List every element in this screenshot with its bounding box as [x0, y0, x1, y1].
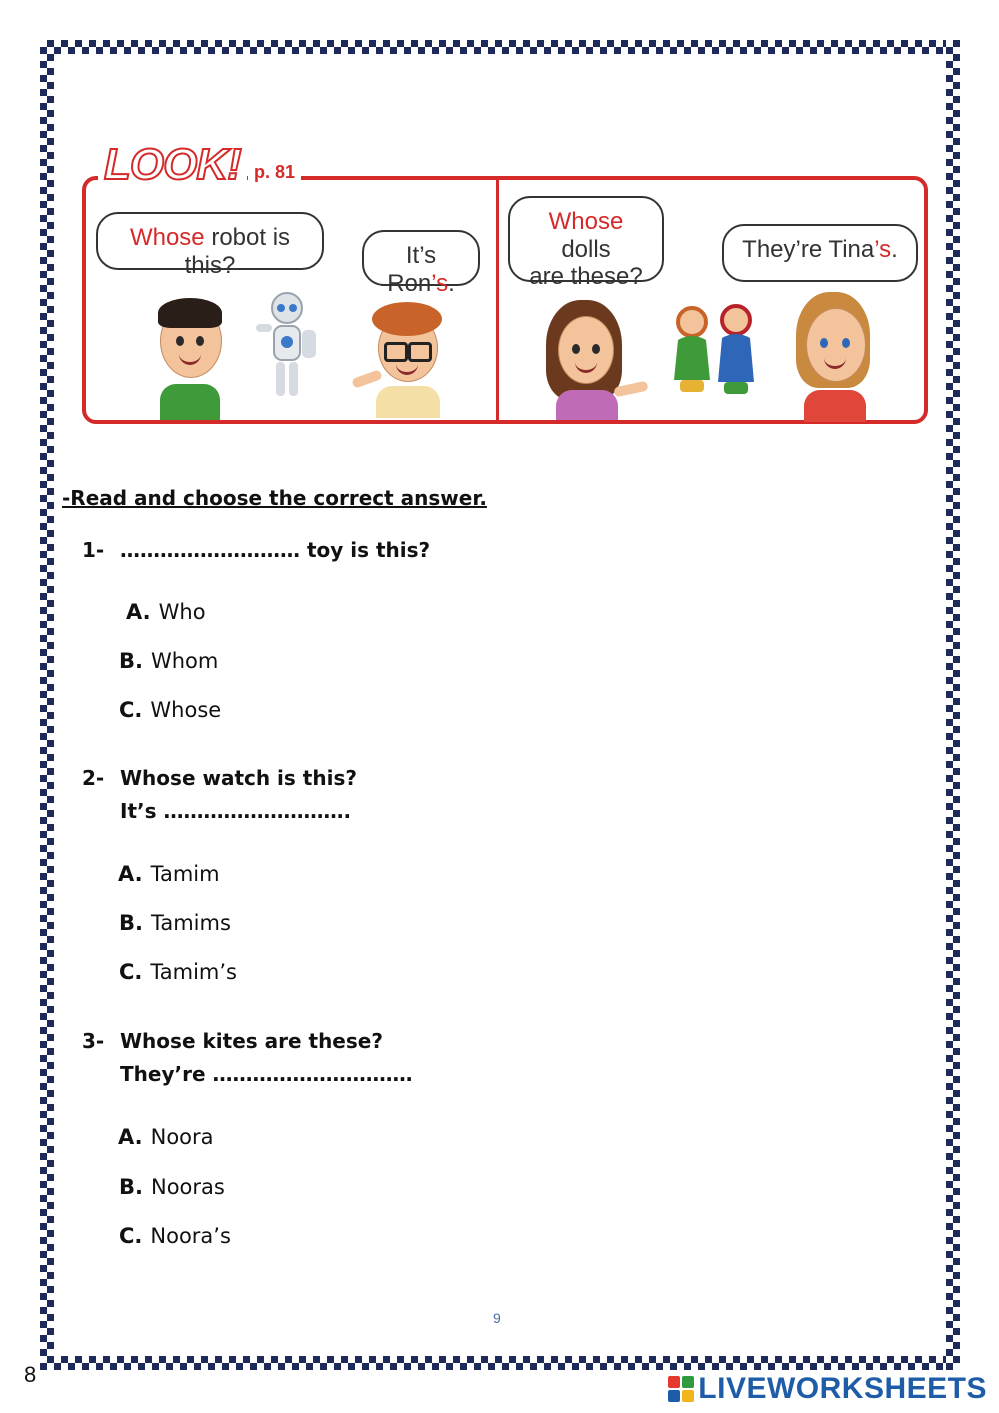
liveworksheets-icon — [668, 1376, 694, 1402]
bubble2-end: . — [448, 269, 455, 297]
option-letter: A. — [126, 600, 151, 624]
option-letter: C. — [119, 698, 143, 722]
border-left — [40, 40, 54, 1370]
question-3-text: Whose kites are these? — [120, 1029, 383, 1053]
question-1-number: 1- — [82, 538, 105, 562]
brand-text: LIVEWORKSHEETS — [698, 1372, 987, 1405]
option-text: Tamims — [150, 911, 231, 935]
question-3-number: 3- — [82, 1029, 105, 1053]
boy-green-shirt — [154, 294, 226, 420]
robot-icon — [252, 290, 322, 400]
option-text: Tamim’s — [150, 960, 237, 984]
question-2-option-c[interactable] — [119, 960, 237, 984]
bubble4-end: . — [891, 236, 898, 263]
instruction-heading: -Read and choose the correct answer. — [62, 486, 487, 510]
panel-divider — [496, 180, 499, 420]
question-2-answer-line: It’s ………………………. — [120, 799, 352, 823]
liveworksheets-logo[interactable] — [668, 1372, 987, 1406]
speech-bubble-1 — [96, 212, 324, 279]
speech-bubble-3 — [508, 196, 664, 291]
dolls-icon — [666, 300, 766, 400]
question-2-option-a[interactable] — [118, 862, 220, 886]
question-1-text: ……………………… toy is this? — [120, 538, 431, 562]
option-letter: A. — [118, 1125, 143, 1149]
question-2-number: 2- — [82, 766, 105, 790]
question-3-answer-line: They’re ………………………… — [120, 1062, 413, 1086]
question-2-option-b[interactable] — [119, 911, 231, 935]
bubble3-rest: dolls — [561, 235, 611, 263]
option-text: Tamim — [150, 862, 220, 886]
question-1-option-a[interactable] — [126, 600, 206, 624]
question-1-option-b[interactable] — [119, 649, 218, 673]
question-3-option-c[interactable] — [119, 1224, 231, 1248]
question-1-option-c[interactable] — [119, 698, 221, 722]
look-illustration — [80, 140, 932, 430]
question-2 — [82, 762, 357, 828]
bubble1-rest: robot is this? — [184, 224, 291, 279]
question-1 — [82, 534, 430, 567]
border-top — [40, 40, 960, 54]
speech-bubble-4 — [722, 224, 918, 282]
border-bottom — [40, 1356, 960, 1370]
girl-red-shirt — [790, 290, 880, 422]
question-3-option-b[interactable] — [119, 1175, 225, 1199]
page-number: 9 — [493, 1310, 501, 1326]
boy-glasses — [352, 298, 452, 418]
sheet-number: 8 — [24, 1362, 37, 1387]
option-text: Nooras — [150, 1175, 225, 1199]
option-text: Whose — [150, 698, 222, 722]
option-letter: C. — [119, 1224, 143, 1248]
question-3-option-a[interactable] — [118, 1125, 214, 1149]
option-letter: C. — [119, 960, 143, 984]
option-letter: A. — [118, 862, 143, 886]
girl-pink-shirt — [540, 298, 650, 420]
option-text: Noora — [150, 1125, 214, 1149]
question-3 — [82, 1025, 412, 1091]
option-letter: B. — [119, 1175, 143, 1199]
option-text: Noora’s — [150, 1224, 231, 1248]
look-page-ref: p. 81 — [248, 162, 301, 183]
bubble4-red: ’s — [874, 236, 892, 263]
bubble1-whose: Whose — [129, 224, 205, 251]
bubble2-start: It’s Ron — [387, 242, 437, 297]
option-text: Whom — [150, 649, 219, 673]
look-title: LOOK! — [98, 140, 247, 190]
option-text: Who — [158, 600, 206, 624]
question-2-text: Whose watch is this? — [120, 766, 357, 790]
bubble4-start: They’re Tina — [742, 236, 875, 263]
bubble2-red: ’s — [431, 269, 449, 297]
bubble3-whose: Whose — [548, 208, 624, 235]
speech-bubble-2 — [362, 230, 480, 297]
option-letter: B. — [119, 911, 143, 935]
bubble3-line2: are these? — [529, 263, 643, 291]
option-letter: B. — [119, 649, 143, 673]
border-right — [946, 40, 960, 1370]
